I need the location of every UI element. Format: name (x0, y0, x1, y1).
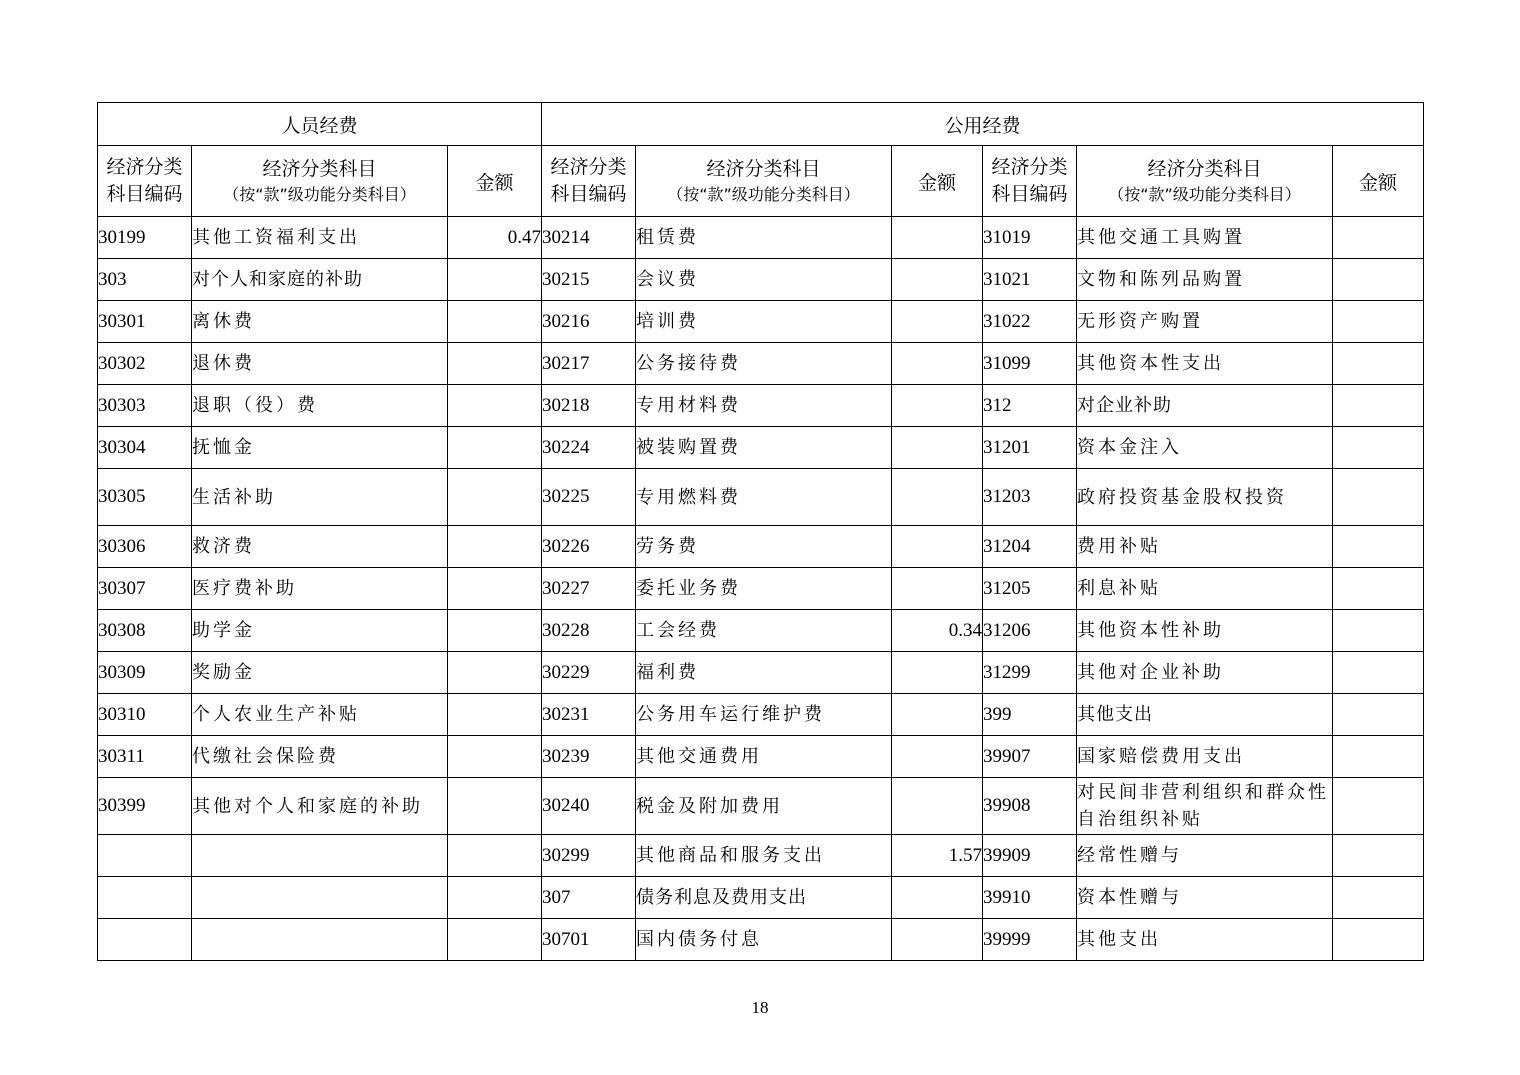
header-code-line-1: 经济分类 (106, 156, 183, 178)
item-code: 31205 (983, 568, 1077, 610)
item-code: 30306 (98, 526, 192, 568)
item-amount (1333, 835, 1424, 877)
column-header-name (636, 146, 892, 217)
item-name: 生活补助 (192, 469, 448, 526)
item-code: 30307 (98, 568, 192, 610)
item-amount (448, 736, 542, 778)
item-name: 资本性赠与 (1077, 877, 1333, 919)
item-name: 对企业补助 (1077, 385, 1333, 427)
item-amount (892, 694, 983, 736)
item-amount (1333, 259, 1424, 301)
item-name: 其他工资福利支出 (192, 217, 448, 259)
item-name: 奖励金 (192, 652, 448, 694)
item-name: 无形资产购置 (1077, 301, 1333, 343)
item-code: 39999 (983, 919, 1077, 961)
item-code: 30701 (542, 919, 636, 961)
item-code: 30239 (542, 736, 636, 778)
item-name: 专用材料费 (636, 385, 892, 427)
item-name: 政府投资基金股权投资 (1077, 469, 1333, 526)
item-code: 31022 (983, 301, 1077, 343)
item-code: 30301 (98, 301, 192, 343)
item-amount (448, 526, 542, 568)
table-row (98, 694, 1424, 736)
item-code: 30226 (542, 526, 636, 568)
item-name: 其他对个人和家庭的补助 (192, 778, 448, 835)
table-row (98, 736, 1424, 778)
item-name: 福利费 (636, 652, 892, 694)
item-name: 培训费 (636, 301, 892, 343)
item-name: 其他资本性补助 (1077, 610, 1333, 652)
item-amount: 1.57 (892, 835, 983, 877)
item-name: 助学金 (192, 610, 448, 652)
item-code: 39908 (983, 778, 1077, 835)
item-code: 30309 (98, 652, 192, 694)
item-code: 30303 (98, 385, 192, 427)
header-code-line-2: 科目编码 (106, 183, 183, 205)
item-amount (1333, 610, 1424, 652)
item-amount (892, 877, 983, 919)
item-amount (892, 469, 983, 526)
item-code: 30302 (98, 343, 192, 385)
item-amount (1333, 877, 1424, 919)
item-name: 经常性赠与 (1077, 835, 1333, 877)
item-amount (1333, 469, 1424, 526)
item-name: 对民间非营利组织和群众性自治组织补贴 (1077, 778, 1333, 835)
item-name: 费用补贴 (1077, 526, 1333, 568)
item-code: 31019 (983, 217, 1077, 259)
header-name-line-2: （按“款”级功能分类科目） (667, 184, 860, 204)
item-amount (1333, 385, 1424, 427)
item-code (98, 919, 192, 961)
item-code: 30308 (98, 610, 192, 652)
item-amount (448, 568, 542, 610)
item-name: 国内债务付息 (636, 919, 892, 961)
item-code: 31206 (983, 610, 1077, 652)
column-header-amount: 金额 (1333, 146, 1424, 217)
item-amount (892, 343, 983, 385)
header-name-line-2: （按“款”级功能分类科目） (223, 184, 416, 204)
item-name: 资本金注入 (1077, 427, 1333, 469)
item-name (192, 919, 448, 961)
item-code: 31204 (983, 526, 1077, 568)
item-code: 31203 (983, 469, 1077, 526)
budget-table (97, 102, 1424, 961)
item-code: 31099 (983, 343, 1077, 385)
item-code: 30215 (542, 259, 636, 301)
item-amount (1333, 217, 1424, 259)
item-amount (892, 736, 983, 778)
item-code: 30310 (98, 694, 192, 736)
item-amount (1333, 652, 1424, 694)
item-name: 公务用车运行维护费 (636, 694, 892, 736)
item-code: 39907 (983, 736, 1077, 778)
item-name: 劳务费 (636, 526, 892, 568)
item-amount (892, 652, 983, 694)
item-amount (448, 385, 542, 427)
item-amount (448, 919, 542, 961)
item-code: 30240 (542, 778, 636, 835)
item-name: 工会经费 (636, 610, 892, 652)
header-name-line-2: （按“款”级功能分类科目） (1108, 184, 1301, 204)
column-header-row (98, 146, 1424, 217)
item-name: 离休费 (192, 301, 448, 343)
column-header-name (1077, 146, 1333, 217)
item-name: 文物和陈列品购置 (1077, 259, 1333, 301)
item-name: 利息补贴 (1077, 568, 1333, 610)
table-row (98, 343, 1424, 385)
table-row (98, 427, 1424, 469)
item-amount (1333, 736, 1424, 778)
item-code: 39909 (983, 835, 1077, 877)
item-name: 其他交通费用 (636, 736, 892, 778)
item-code: 312 (983, 385, 1077, 427)
item-amount (448, 652, 542, 694)
item-amount (448, 610, 542, 652)
table-row (98, 469, 1424, 526)
item-code: 30305 (98, 469, 192, 526)
item-amount (448, 301, 542, 343)
item-code: 30228 (542, 610, 636, 652)
table-row (98, 652, 1424, 694)
item-name (192, 877, 448, 919)
item-code: 30311 (98, 736, 192, 778)
item-amount (448, 469, 542, 526)
item-name: 退休费 (192, 343, 448, 385)
item-amount (448, 343, 542, 385)
item-amount (448, 877, 542, 919)
item-amount (892, 568, 983, 610)
item-amount (892, 919, 983, 961)
item-name: 其他对企业补助 (1077, 652, 1333, 694)
item-name: 专用燃料费 (636, 469, 892, 526)
item-amount (1333, 301, 1424, 343)
header-name-line-1: 经济分类科目 (1147, 157, 1262, 180)
item-code (98, 877, 192, 919)
item-code: 30216 (542, 301, 636, 343)
group-header-personnel: 人员经费 (98, 103, 542, 146)
item-name: 其他交通工具购置 (1077, 217, 1333, 259)
item-amount (1333, 778, 1424, 835)
item-name (192, 835, 448, 877)
table-row (98, 778, 1424, 835)
table-row (98, 835, 1424, 877)
item-code: 39910 (983, 877, 1077, 919)
item-code: 31201 (983, 427, 1077, 469)
item-name: 其他支出 (1077, 919, 1333, 961)
header-code-line-2: 科目编码 (991, 183, 1068, 205)
item-code: 303 (98, 259, 192, 301)
item-name: 代缴社会保险费 (192, 736, 448, 778)
item-name: 税金及附加费用 (636, 778, 892, 835)
item-amount (1333, 343, 1424, 385)
item-amount (448, 259, 542, 301)
item-name: 对个人和家庭的补助 (192, 259, 448, 301)
item-name: 医疗费补助 (192, 568, 448, 610)
table-row (98, 385, 1424, 427)
item-amount (448, 835, 542, 877)
item-code: 31299 (983, 652, 1077, 694)
header-code-line-2: 科目编码 (550, 183, 627, 205)
table-row (98, 259, 1424, 301)
item-amount (892, 427, 983, 469)
item-name: 租赁费 (636, 217, 892, 259)
item-code: 30199 (98, 217, 192, 259)
item-code: 31021 (983, 259, 1077, 301)
item-name: 其他支出 (1077, 694, 1333, 736)
item-name: 其他商品和服务支出 (636, 835, 892, 877)
item-amount (892, 385, 983, 427)
item-name: 债务利息及费用支出 (636, 877, 892, 919)
item-name: 会议费 (636, 259, 892, 301)
header-code-line-1: 经济分类 (550, 156, 627, 178)
column-header-amount: 金额 (892, 146, 983, 217)
item-name: 抚恤金 (192, 427, 448, 469)
item-amount (892, 259, 983, 301)
item-amount (448, 778, 542, 835)
column-header-amount: 金额 (448, 146, 542, 217)
header-name-line-1: 经济分类科目 (706, 157, 821, 180)
item-code: 399 (983, 694, 1077, 736)
item-amount (448, 427, 542, 469)
item-code: 30227 (542, 568, 636, 610)
item-amount (1333, 919, 1424, 961)
item-amount (1333, 427, 1424, 469)
item-name: 委托业务费 (636, 568, 892, 610)
column-header-code (98, 146, 192, 217)
table-row (98, 877, 1424, 919)
table-row (98, 610, 1424, 652)
item-amount (1333, 526, 1424, 568)
item-code: 30225 (542, 469, 636, 526)
item-amount (448, 694, 542, 736)
header-name-line-1: 经济分类科目 (262, 157, 377, 180)
column-header-name (192, 146, 448, 217)
item-amount (1333, 568, 1424, 610)
item-amount (892, 778, 983, 835)
column-header-code (542, 146, 636, 217)
table-row (98, 217, 1424, 259)
item-amount (892, 217, 983, 259)
item-code: 30214 (542, 217, 636, 259)
item-code: 307 (542, 877, 636, 919)
item-amount (892, 526, 983, 568)
table-row (98, 301, 1424, 343)
item-code: 30218 (542, 385, 636, 427)
item-code: 30299 (542, 835, 636, 877)
page-number: 18 (751, 998, 769, 1017)
group-header-public: 公用经费 (542, 103, 1424, 146)
item-amount: 0.47 (448, 217, 542, 259)
column-header-code (983, 146, 1077, 217)
item-name: 被装购置费 (636, 427, 892, 469)
item-amount: 0.34 (892, 610, 983, 652)
item-code: 30399 (98, 778, 192, 835)
item-name: 其他资本性支出 (1077, 343, 1333, 385)
item-code: 30217 (542, 343, 636, 385)
table-row (98, 568, 1424, 610)
item-code: 30231 (542, 694, 636, 736)
table-body (98, 217, 1424, 961)
item-name: 退职（役）费 (192, 385, 448, 427)
item-amount (892, 301, 983, 343)
item-name: 国家赔偿费用支出 (1077, 736, 1333, 778)
item-code: 30304 (98, 427, 192, 469)
item-code (98, 835, 192, 877)
item-code: 30229 (542, 652, 636, 694)
header-code-line-1: 经济分类 (991, 156, 1068, 178)
item-name: 公务接待费 (636, 343, 892, 385)
item-code: 30224 (542, 427, 636, 469)
table-row (98, 526, 1424, 568)
table-row (98, 919, 1424, 961)
item-name: 个人农业生产补贴 (192, 694, 448, 736)
item-name: 救济费 (192, 526, 448, 568)
item-amount (1333, 694, 1424, 736)
